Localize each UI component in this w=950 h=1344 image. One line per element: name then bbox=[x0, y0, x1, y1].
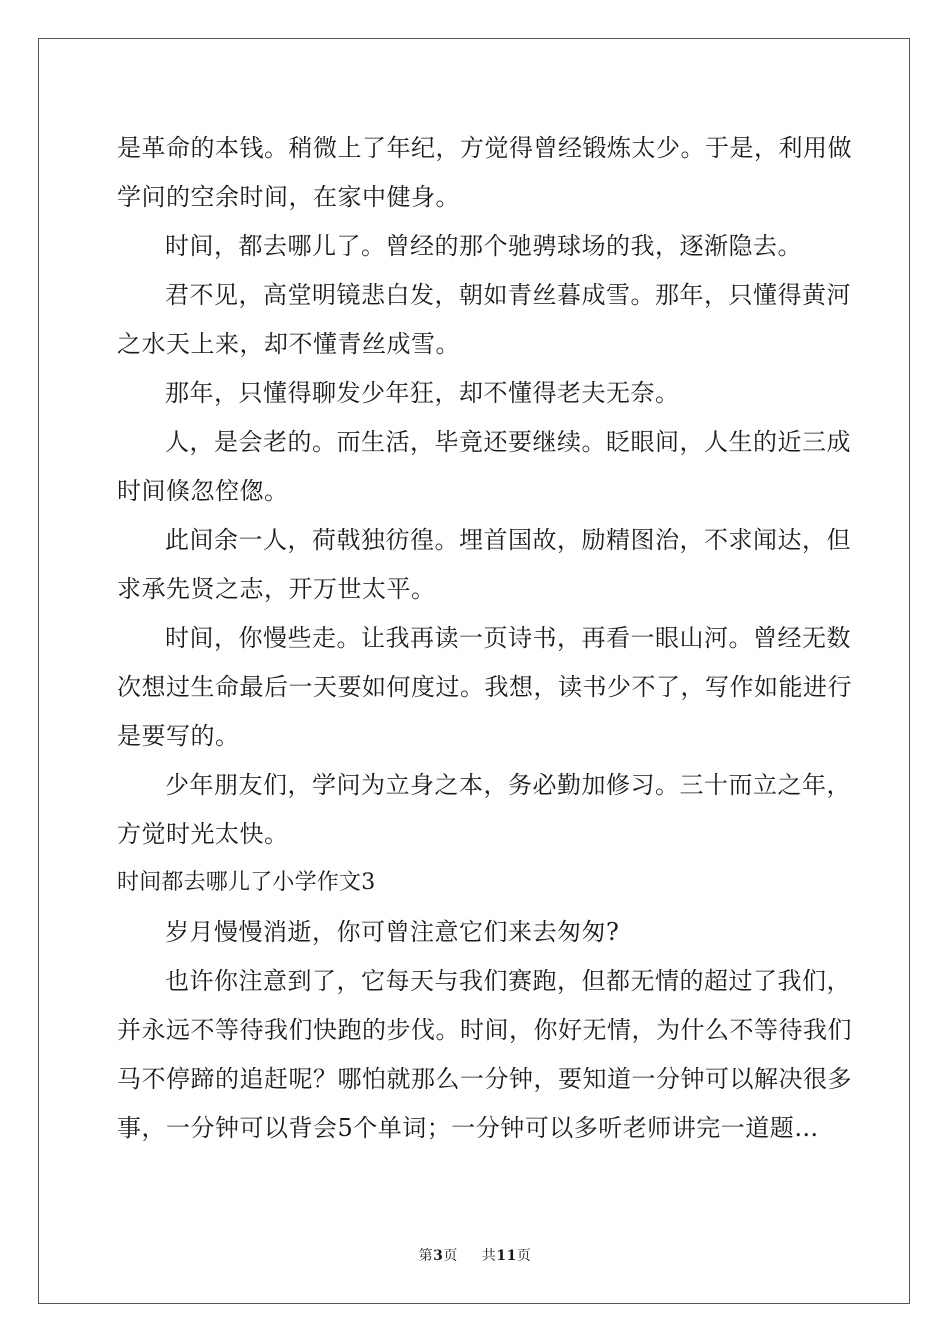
paragraph-line: 那年，只懂得聊发少年狂，却不懂得老夫无奈。 bbox=[165, 379, 680, 407]
paragraph-line: 人，是会老的。而生活，毕竟还要继续。眨眼间，人生的近三成 bbox=[165, 428, 851, 456]
document-body bbox=[117, 128, 852, 1157]
body-line: 求承先贤之志，开万世太平。 bbox=[117, 575, 436, 603]
body-line: 次想过生命最后一天要如何度过。我想，读书少不了，写作如能进行 bbox=[117, 673, 852, 701]
page-footer bbox=[0, 1246, 950, 1266]
body-line: 是革命的本钱。稍微上了年纪，方觉得曾经锻炼太少。于是，利用做 bbox=[117, 134, 852, 162]
paragraph-line: 此间余一人，荷戟独彷徨。埋首国故，励精图治，不求闻达，但 bbox=[165, 526, 851, 554]
page-number: 第3页 bbox=[418, 1248, 458, 1264]
paragraph-line: 君不见，高堂明镜悲白发，朝如青丝暮成雪。那年，只懂得黄河 bbox=[165, 281, 851, 309]
paragraph-line: 时间，你慢些走。让我再读一页诗书，再看一眼山河。曾经无数 bbox=[165, 624, 851, 652]
page-total: 共11页 bbox=[481, 1248, 532, 1264]
body-line: 事，一分钟可以背会5个单词；一分钟可以多听老师讲完一道题… bbox=[117, 1114, 819, 1142]
body-line: 并永远不等待我们快跑的步伐。时间，你好无情，为什么不等待我们 bbox=[117, 1016, 852, 1044]
body-line: 时间倏忽倥偬。 bbox=[117, 477, 289, 505]
body-line: 方觉时光太快。 bbox=[117, 820, 289, 848]
body-line: 是要写的。 bbox=[117, 722, 240, 750]
body-line: 学问的空余时间，在家中健身。 bbox=[117, 183, 460, 211]
paragraph-line: 也许你注意到了，它每天与我们赛跑，但都无情的超过了我们， bbox=[165, 967, 851, 995]
paragraph-line: 岁月慢慢消逝，你可曾注意它们来去匆匆? bbox=[165, 918, 620, 946]
body-line: 马不停蹄的追赶呢？哪怕就那么一分钟，要知道一分钟可以解决很多 bbox=[117, 1065, 852, 1093]
section-heading: 时间都去哪儿了小学作文3 bbox=[117, 870, 376, 895]
paragraph-line: 时间，都去哪儿了。曾经的那个驰骋球场的我，逐渐隐去。 bbox=[165, 232, 802, 260]
body-line: 之水天上来，却不懂青丝成雪。 bbox=[117, 330, 460, 358]
paragraph-line: 少年朋友们，学问为立身之本，务必勤加修习。三十而立之年， bbox=[165, 771, 851, 799]
